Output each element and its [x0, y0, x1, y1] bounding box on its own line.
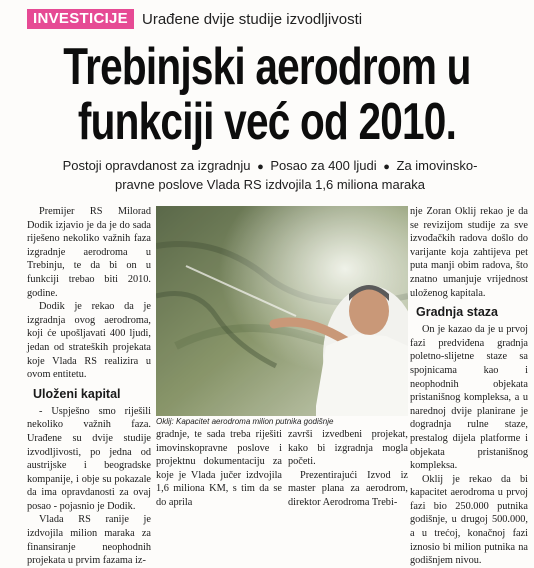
paragraph: Premijer RS Milorad Dodik izjavio je da je do sada riješeno nekoliko važnih faza izgradnje aerodroma u Trebinju, te da bi on u funkciji trebao biti 2010. godine. [27, 206, 151, 299]
headline-line-1: Trebinjski aerodrom u [63, 38, 471, 96]
deck-part-2: Posao za 400 ljudi [270, 158, 377, 173]
paragraph: Oklij je rekao da bi kapacitet aerodroma u prvoj fazi bio 250.000 putnika godišnje, u drugoj 500.000, a u trećoj, konačnoj fazi iznosio bi milion putnika na godišnjem nivou. [410, 473, 528, 567]
paragraph: nje Zoran Oklij rekao je da se revizijom studije za sve izvođačkih radova došlo do varijante koja zahtijeva pet puta manji obim radova, što znatno umanjuje vrijednost uloženog kapitala. [410, 206, 528, 299]
bullet-icon: ● [257, 161, 264, 173]
paragraph: Prezentirajući Izvod iz master plana za aerodrom, direktor Aerodroma Trebi- [288, 469, 408, 508]
headline-line-2: funkciji već od 2010. [77, 93, 457, 151]
deck-part-3: Za imovinsko- [396, 158, 478, 173]
photo-caption: Oklij: Kapacitet aerodroma milion putnika godišnje [156, 417, 334, 426]
paragraph: Vlada RS ranije je izdvojila milion maraka za finansiranje neophodnih projekata u prvim fazama iz- [27, 514, 151, 567]
deck-part-1: Postoji opravdanost za izgradnju [62, 158, 251, 173]
photo-illustration [156, 206, 408, 416]
paragraph: završi izvedbeni projekat, kako bi izgradnja mogla početi. [288, 429, 408, 468]
paragraph: gradnje, te sada treba riješiti imovinskopravne poslove i projektnu dokumentaciju za koje je Vlada jučer izdvojila 1,6 miliona KM, s tim da se do aprila [156, 429, 282, 508]
subheading: Gradnja staza [416, 305, 498, 320]
kicker-text: Urađene dvije studije izvodljivosti [142, 10, 363, 28]
column-3 [410, 205, 528, 568]
bullet-icon: ● [383, 161, 390, 173]
article-photo [156, 206, 408, 416]
kicker [27, 8, 362, 30]
paragraph: Dodik je rekao da je izgradnja ovog aerodroma, koji će upošljavati 400 ljudi, jedan od strateških projekata koje Vlada RS realizira u ovom entitetu. [27, 301, 151, 381]
paragraph: - Uspješno smo riješili nekoliko važnih faza. Urađene su dvije studije izvodljivosti, po jedna od austrijske i beogradske kompanije, i obje su pokazale da ima opravdanosti za ovaj posao - pojasnio je Dodik. [27, 405, 151, 512]
column-1 [27, 205, 151, 568]
deck-line-2: pravne poslove Vlada RS izdvojila 1,6 miliona maraka [115, 177, 425, 192]
section-tag: INVESTICIJE [27, 9, 134, 29]
deck [60, 157, 480, 193]
column-2a [156, 428, 282, 510]
subheading: Uloženi kapital [33, 386, 121, 401]
column-2b [288, 428, 408, 510]
paragraph: On je kazao da je u prvoj fazi predviđena gradnja poletno-slijetne staze sa spojnicama kao i neophodnih objekata pristanišnog kompleksa, a u narednoj dvije planirane je dogradnja rulne staze, prestalog dijela platforme i objekata pristanišnog kompleksa. [410, 324, 528, 472]
